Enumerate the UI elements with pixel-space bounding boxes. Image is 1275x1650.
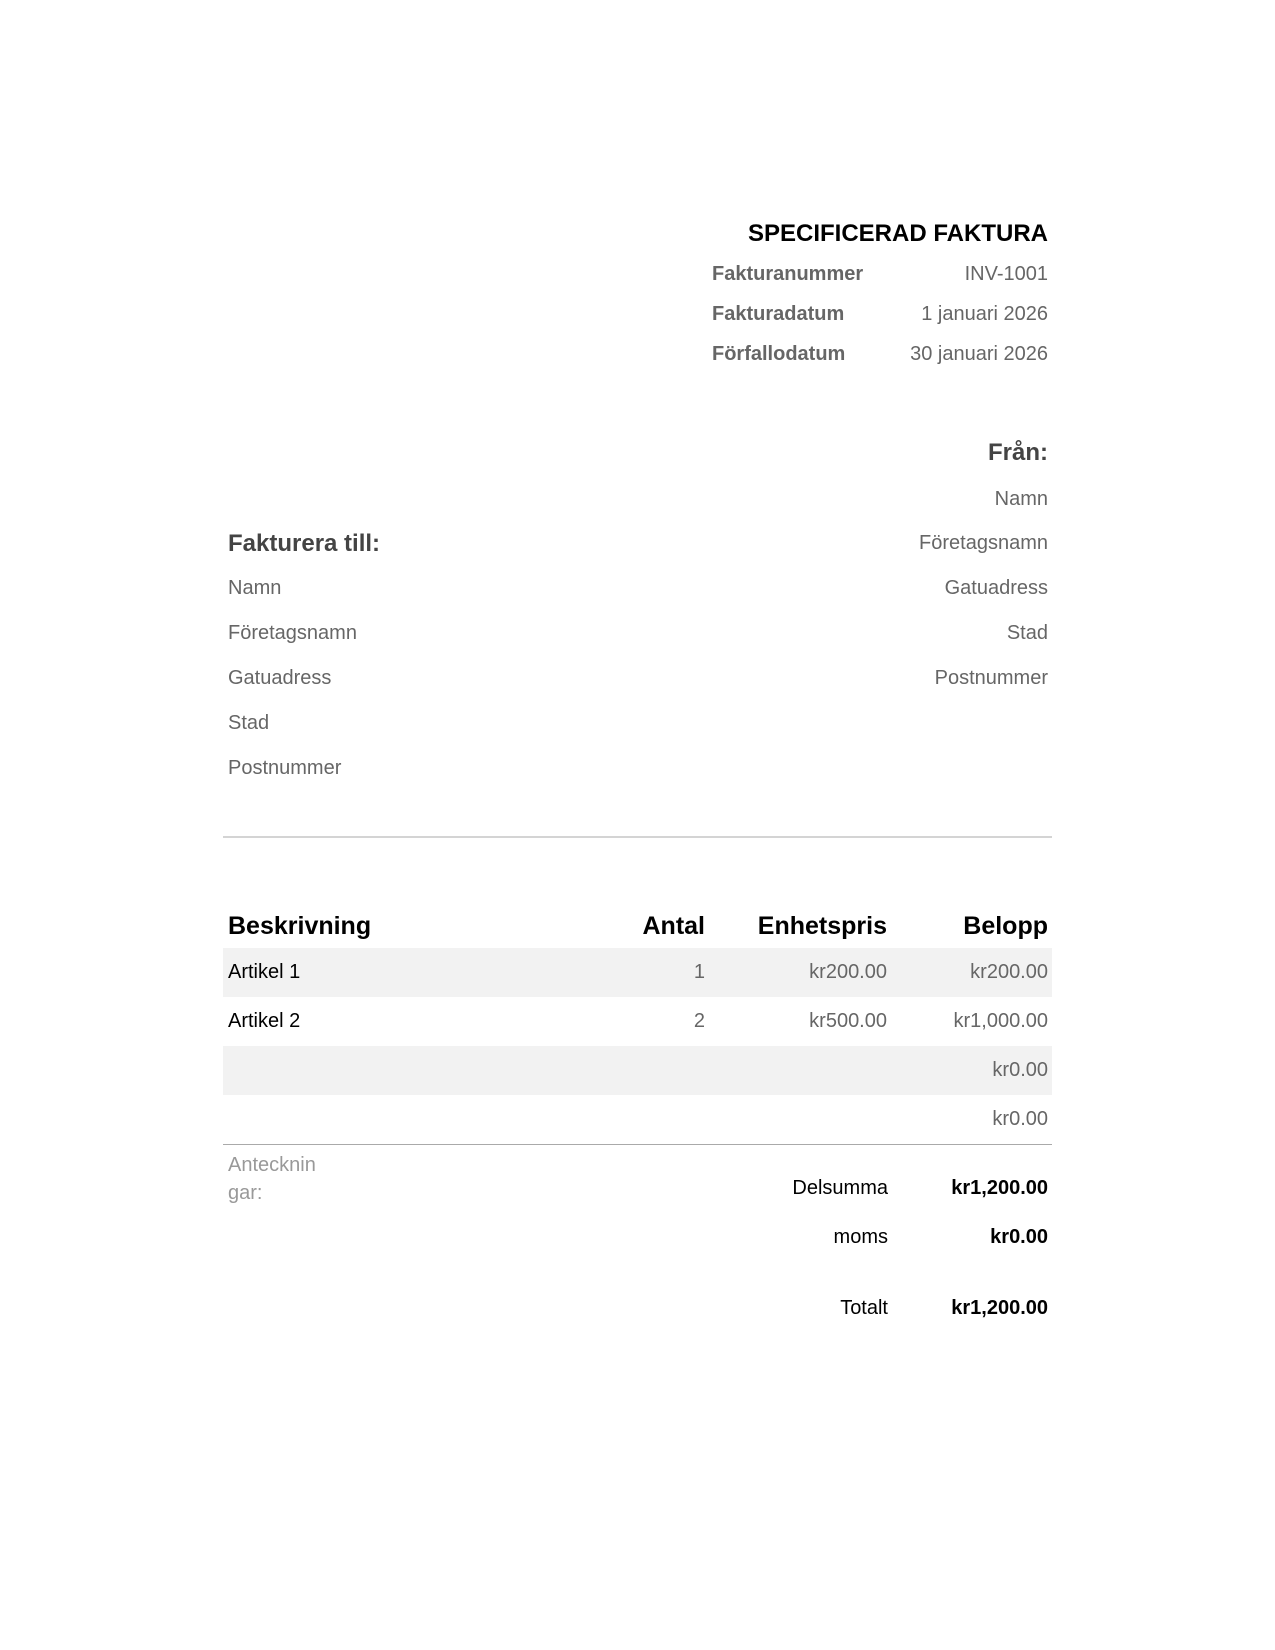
- due-date-label: Förfallodatum: [712, 343, 846, 365]
- tax-label: moms: [833, 1226, 888, 1248]
- header-amount: Belopp: [963, 912, 1048, 940]
- due-date-value: 30 januari 2026: [910, 343, 1048, 365]
- row-amount: kr1,000.00: [953, 1010, 1048, 1032]
- table-row: [223, 1046, 1052, 1095]
- row-quantity: 2: [693, 1010, 705, 1032]
- bill-to-postcode: Postnummer: [228, 757, 342, 779]
- table-row: [223, 948, 1052, 997]
- row-unit-price: kr500.00: [809, 1010, 887, 1032]
- row-description: Artikel 1: [228, 961, 301, 983]
- header-unit-price: Enhetspris: [757, 912, 887, 940]
- invoice-date-value: 1 januari 2026: [921, 303, 1048, 325]
- header-description: Beskrivning: [228, 912, 372, 940]
- from-company: Företagsnamn: [919, 532, 1048, 554]
- row-amount: kr0.00: [992, 1059, 1048, 1081]
- notes-label: Anteckningar:: [228, 1154, 316, 1204]
- bill-to-heading: Fakturera till:: [228, 530, 381, 557]
- bill-to-name: Namn: [228, 577, 282, 599]
- from-name: Namn: [994, 488, 1048, 510]
- row-amount: kr0.00: [992, 1108, 1048, 1130]
- from-postcode: Postnummer: [934, 667, 1048, 689]
- header-quantity: Antal: [642, 912, 705, 940]
- invoice-date-row: [712, 303, 1048, 327]
- invoice-date-label: Fakturadatum: [712, 303, 845, 325]
- bill-to-street: Gatuadress: [228, 667, 332, 689]
- row-unit-price: kr200.00: [809, 961, 887, 983]
- total-label: Totalt: [840, 1297, 888, 1319]
- section-divider: [223, 836, 1052, 838]
- subtotal-value: kr1,200.00: [951, 1177, 1048, 1199]
- invoice-title: SPECIFICERAD FAKTURA: [747, 220, 1048, 247]
- from-heading: Från:: [988, 439, 1048, 466]
- bill-to-city: Stad: [228, 712, 270, 734]
- row-quantity: 1: [693, 961, 705, 983]
- subtotal-label: Delsumma: [792, 1177, 888, 1199]
- invoice-number-value: INV-1001: [964, 263, 1048, 285]
- from-street: Gatuadress: [944, 577, 1048, 599]
- table-bottom-border: [223, 1144, 1052, 1145]
- invoice-number-row: [712, 263, 1048, 287]
- table-row: [223, 997, 1052, 1046]
- due-date-row: [712, 343, 1048, 367]
- tax-value: kr0.00: [990, 1226, 1048, 1248]
- bill-to-company: Företagsnamn: [228, 622, 357, 644]
- total-value: kr1,200.00: [951, 1297, 1048, 1319]
- invoice-number-label: Fakturanummer: [712, 263, 864, 285]
- row-description: Artikel 2: [228, 1010, 301, 1032]
- from-city: Stad: [1006, 622, 1048, 644]
- row-amount: kr200.00: [970, 961, 1048, 983]
- table-row: [223, 1095, 1052, 1144]
